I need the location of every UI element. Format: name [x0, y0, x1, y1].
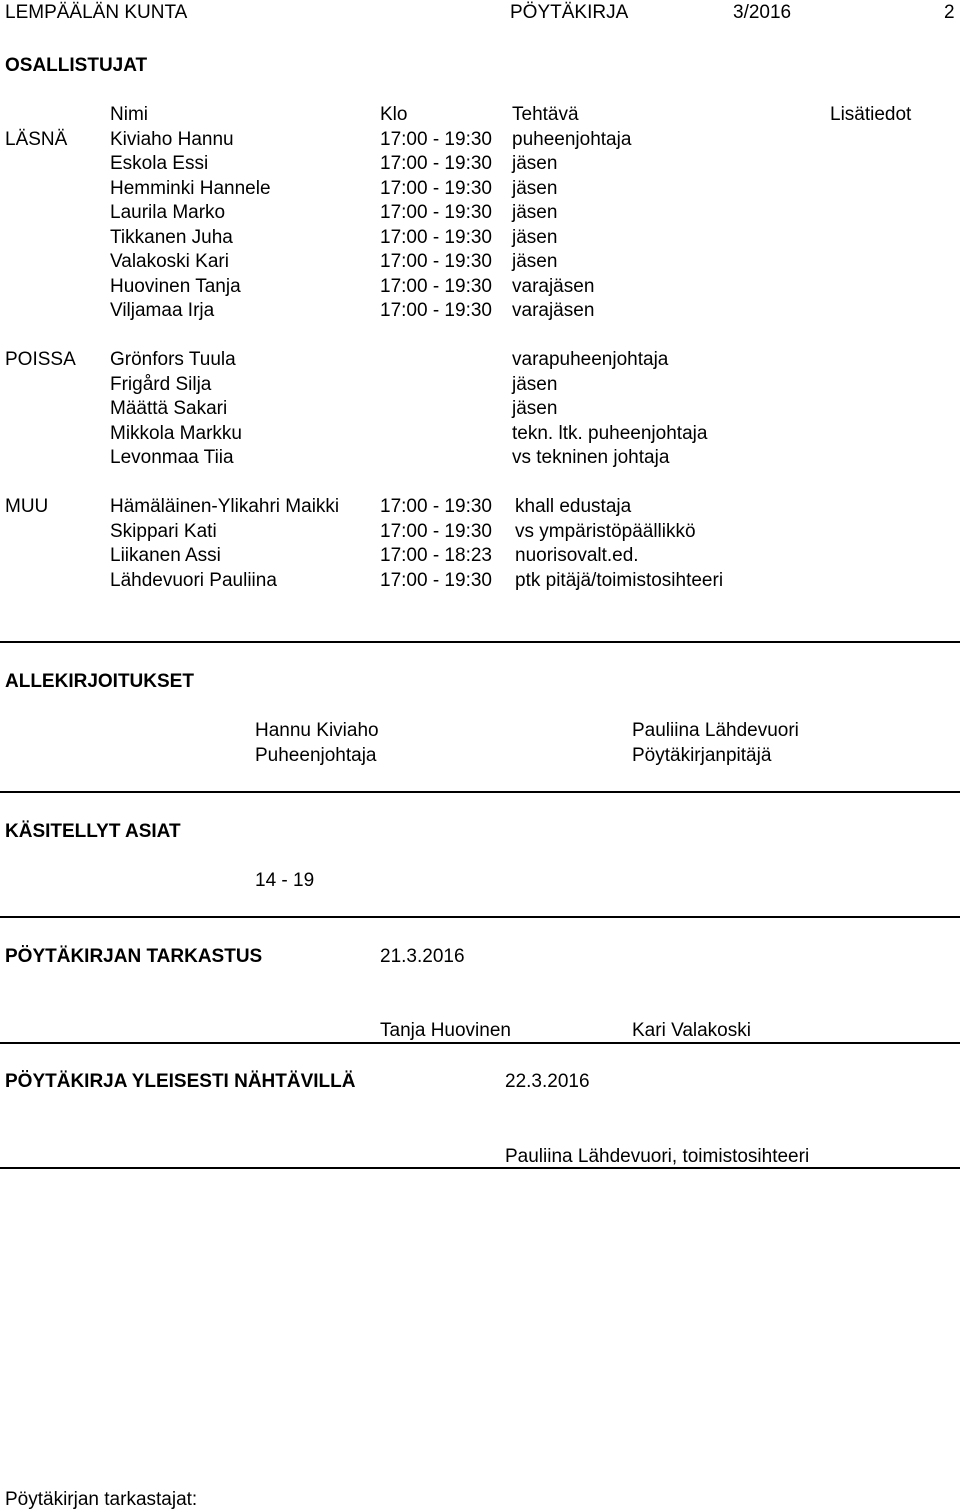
participant-name: Valakoski Kari	[110, 251, 229, 272]
participant-role: varajäsen	[512, 300, 595, 321]
participant-time: 17:00 - 19:30	[380, 276, 492, 297]
participant-role: jäsen	[512, 178, 558, 199]
participant-name: Frigård Silja	[110, 374, 212, 395]
column-header-name: Nimi	[110, 104, 148, 125]
section-divider	[0, 641, 960, 643]
participant-role: jäsen	[512, 153, 558, 174]
page-number: 2	[944, 2, 955, 23]
participant-time: 17:00 - 19:30	[380, 178, 492, 199]
document-type: PÖYTÄKIRJA	[510, 2, 629, 23]
column-header-role: Tehtävä	[512, 104, 579, 125]
reviewers-footer-label: Pöytäkirjan tarkastajat:	[5, 1489, 198, 1510]
public-display-signer: Pauliina Lähdevuori, toimistosihteeri	[505, 1146, 810, 1167]
participant-role: varapuheenjohtaja	[512, 349, 669, 370]
document-number: 3/2016	[733, 2, 792, 23]
participant-role: khall edustaja	[515, 496, 632, 517]
participants-heading: OSALLISTUJAT	[5, 55, 148, 76]
section-divider	[0, 791, 960, 793]
reviewer-name: Kari Valakoski	[632, 1020, 751, 1041]
participant-time: 17:00 - 19:30	[380, 496, 492, 517]
participant-time: 17:00 - 19:30	[380, 521, 492, 542]
participant-name: Eskola Essi	[110, 153, 209, 174]
participant-name: Liikanen Assi	[110, 545, 221, 566]
participant-time: 17:00 - 18:23	[380, 545, 492, 566]
review-heading: PÖYTÄKIRJAN TARKASTUS	[5, 946, 263, 967]
participant-name: Huovinen Tanja	[110, 276, 241, 297]
secretary-title: Pöytäkirjanpitäjä	[632, 745, 772, 766]
items-range: 14 - 19	[255, 870, 315, 891]
chair-name: Hannu Kiviaho	[255, 720, 379, 741]
participant-role: jäsen	[512, 251, 558, 272]
participant-time: 17:00 - 19:30	[380, 300, 492, 321]
section-divider	[0, 916, 960, 918]
column-header-time: Klo	[380, 104, 408, 125]
participant-name: Laurila Marko	[110, 202, 226, 223]
participant-time: 17:00 - 19:30	[380, 129, 492, 150]
participant-role: vs tekninen johtaja	[512, 447, 670, 468]
participant-role: jäsen	[512, 374, 558, 395]
public-display-date: 22.3.2016	[505, 1071, 590, 1092]
participant-role: nuorisovalt.ed.	[515, 545, 639, 566]
public-display-heading: PÖYTÄKIRJA YLEISESTI NÄHTÄVILLÄ	[5, 1071, 356, 1092]
municipality-name: LEMPÄÄLÄN KUNTA	[5, 2, 188, 23]
other-label: MUU	[5, 496, 49, 517]
column-header-extra: Lisätiedot	[830, 104, 912, 125]
participant-time: 17:00 - 19:30	[380, 251, 492, 272]
participant-role: tekn. ltk. puheenjohtaja	[512, 423, 708, 444]
chair-title: Puheenjohtaja	[255, 745, 377, 766]
secretary-name: Pauliina Lähdevuori	[632, 720, 799, 741]
signatures-heading: ALLEKIRJOITUKSET	[5, 671, 194, 692]
participant-time: 17:00 - 19:30	[380, 202, 492, 223]
section-divider	[0, 1167, 960, 1169]
participant-role: ptk pitäjä/toimistosihteeri	[515, 570, 724, 591]
section-divider	[0, 1042, 960, 1044]
participant-role: jäsen	[512, 398, 558, 419]
participant-role: varajäsen	[512, 276, 595, 297]
absent-label: POISSA	[5, 349, 76, 370]
review-date: 21.3.2016	[380, 946, 465, 967]
participant-time: 17:00 - 19:30	[380, 153, 492, 174]
participant-role: puheenjohtaja	[512, 129, 632, 150]
participant-name: Hämäläinen-Ylikahri Maikki	[110, 496, 340, 517]
participant-role: jäsen	[512, 227, 558, 248]
participant-name: Kiviaho Hannu	[110, 129, 234, 150]
participant-name: Mikkola Markku	[110, 423, 242, 444]
participant-name: Levonmaa Tiia	[110, 447, 234, 468]
participant-name: Hemminki Hannele	[110, 178, 271, 199]
participant-name: Määttä Sakari	[110, 398, 228, 419]
participant-name: Viljamaa Irja	[110, 300, 215, 321]
reviewer-name: Tanja Huovinen	[380, 1020, 511, 1041]
participant-time: 17:00 - 19:30	[380, 570, 492, 591]
participant-time: 17:00 - 19:30	[380, 227, 492, 248]
items-heading: KÄSITELLYT ASIAT	[5, 821, 181, 842]
participant-name: Grönfors Tuula	[110, 349, 236, 370]
participant-name: Skippari Kati	[110, 521, 217, 542]
present-label: LÄSNÄ	[5, 129, 68, 150]
participant-role: vs ympäristöpäällikkö	[515, 521, 696, 542]
participant-name: Tikkanen Juha	[110, 227, 233, 248]
participant-role: jäsen	[512, 202, 558, 223]
participant-name: Lähdevuori Pauliina	[110, 570, 277, 591]
